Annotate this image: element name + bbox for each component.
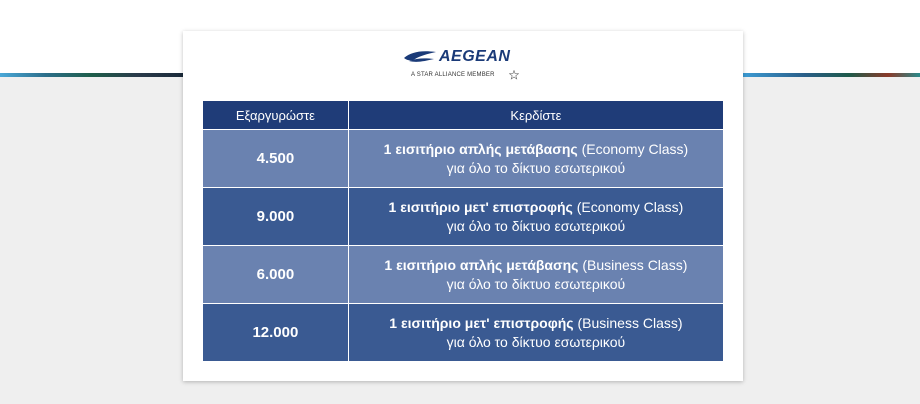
miles-value: 6.000 [256,266,295,283]
rewards-card [183,31,743,381]
reward-ticket: 1 εισιτήριο απλής μετάβασης [383,140,578,157]
miles-redemption-table [203,101,723,361]
reward-scope: για όλο το δίκτυο εσωτερικού [446,159,626,176]
reward-ticket: 1 εισιτήριο μετ' επιστροφής [389,314,574,331]
reward-scope: για όλο το δίκτυο εσωτερικού [446,217,626,234]
decorative-stripe-left [0,73,183,77]
decorative-stripe-right [743,73,920,77]
reward-class: (Economy Class) [577,140,689,157]
aegean-bird-icon [403,49,437,65]
miles-value: 9.000 [256,208,295,225]
miles-value: 4.500 [256,150,295,167]
reward-class: (Economy Class) [572,198,684,215]
header-redeem: Εξαργυρώστε [203,101,348,130]
table-row [203,304,723,362]
reward-class: (Business Class) [573,314,683,331]
aegean-logo [403,45,525,85]
reward-ticket: 1 εισιτήριο απλής μετάβασης [384,256,579,273]
aegean-wordmark: AEGEAN [439,48,511,65]
miles-value: 12.000 [252,324,299,341]
table-row [203,188,723,246]
reward-scope: για όλο το δίκτυο εσωτερικού [446,333,626,350]
reward-ticket: 1 εισιτήριο μετ' επιστροφής [388,198,573,215]
table-row [203,130,723,188]
reward-class: (Business Class) [578,256,688,273]
reward-scope: για όλο το δίκτυο εσωτερικού [446,275,626,292]
star-alliance-icon [509,70,519,80]
alliance-tagline: A STAR ALLIANCE MEMBER [411,72,495,78]
header-earn: Κερδίστε [348,101,723,130]
table-header-row [203,101,723,130]
table-row [203,246,723,304]
